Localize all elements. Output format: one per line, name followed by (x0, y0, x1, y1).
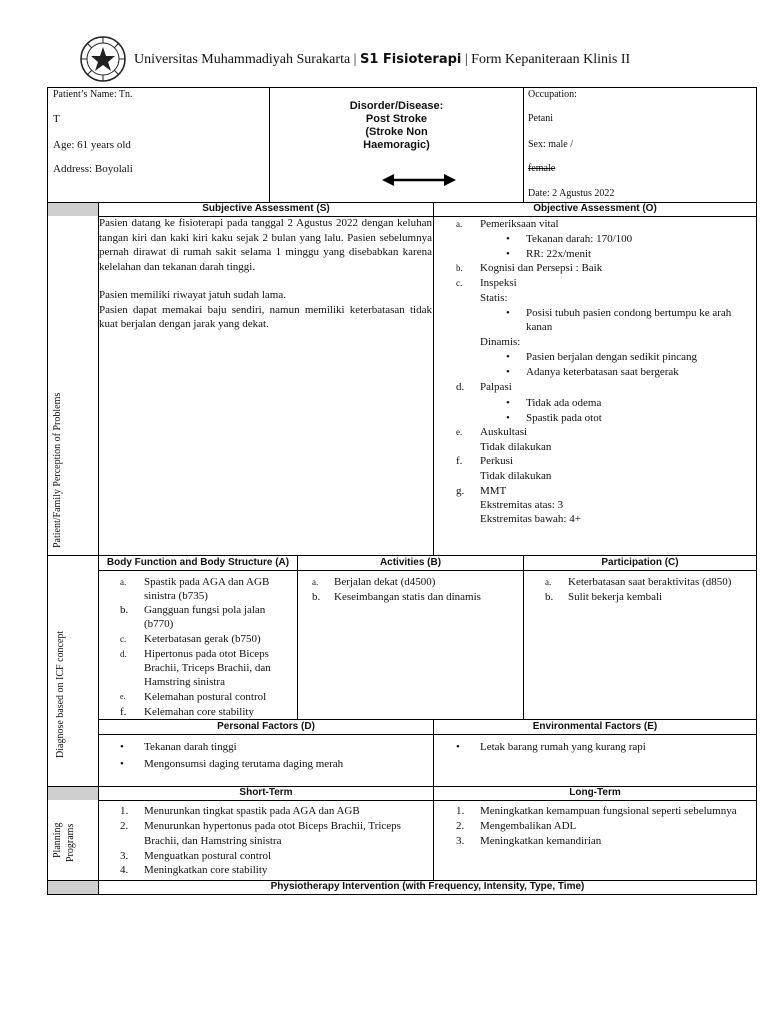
subjective-header: Subjective Assessment (S) (202, 203, 330, 214)
list-item: sinistra (b735) (144, 590, 208, 602)
list-item: Dinamis: (480, 336, 521, 348)
side-label-planning: Planning (52, 822, 63, 858)
list-item: Tekanan darah tinggi (144, 741, 237, 753)
list-item: Kognisi dan Persepsi : Baik (480, 262, 603, 274)
list-marker: f. (120, 706, 127, 718)
list-item: Letak barang rumah yang kurang rapi (480, 741, 646, 753)
personal-factors-header: Personal Factors (D) (217, 721, 315, 732)
bullet-marker: • (120, 741, 124, 753)
list-item: Palpasi (480, 381, 512, 393)
sex-field: Sex: male / (528, 139, 573, 150)
side-label-icf: Diagnose based on ICF concept (55, 630, 66, 758)
disorder-line1: Post Stroke (365, 113, 428, 125)
subjective-text (99, 216, 432, 332)
list-item: Pemeriksaan vital (480, 218, 559, 230)
list-item: Menurunkan hypertonus pada otot Biceps Brachii, Triceps (144, 820, 401, 832)
side-label-programs: Programs (65, 823, 76, 862)
list-marker: a. (545, 577, 552, 587)
list-item: Spastik pada otot (526, 412, 602, 424)
list-marker: b. (456, 263, 463, 273)
side-label-perception: Patient/Family Perception of Problems (52, 392, 63, 548)
list-marker: c. (120, 634, 127, 644)
header-title (134, 52, 630, 68)
list-item: Meningkatkan core stability (144, 864, 268, 876)
list-item: Brachii, dan Hamstring sinistra (144, 835, 282, 847)
list-item: Spastik pada AGA dan AGB (144, 576, 270, 588)
list-item: Pasien berjalan dengan sedikit pincang (526, 351, 698, 363)
list-marker: 1. (120, 805, 129, 817)
list-item: kanan (526, 321, 553, 333)
bullet-marker: • (506, 366, 510, 378)
body-function-header: Body Function and Body Structure (A) (106, 557, 290, 568)
list-marker: b. (545, 591, 554, 603)
activities-header: Activities (B) (379, 557, 442, 568)
list-marker: c. (456, 278, 463, 288)
short-term-header: Short-Term (239, 787, 293, 798)
list-item: Sulit bekerja kembali (568, 591, 663, 603)
list-item: Berjalan dekat (d4500) (334, 576, 436, 588)
list-marker: a. (120, 577, 127, 587)
list-item: Ekstremitas bawah: 4+ (480, 513, 581, 525)
list-item: Perkusi (480, 455, 513, 467)
university-name: Universitas Muhammadiyah Surakarta (134, 52, 351, 67)
list-item: Tidak dilakukan (480, 470, 552, 482)
list-item: Mengembalikan ADL (480, 820, 577, 832)
list-marker: e. (456, 427, 463, 437)
list-item: Gangguan fungsi pola jalan (144, 604, 266, 616)
list-item: MMT (480, 485, 507, 497)
list-item: Menurunkan tingkat spastik pada AGA dan AGB (144, 805, 360, 817)
list-marker: g. (456, 485, 465, 497)
participation-header: Participation (C) (601, 557, 679, 568)
bullet-marker: • (506, 248, 510, 260)
list-item: Adanya keterbatasan saat bergerak (526, 366, 679, 378)
date-field: Date: 2 Agustus 2022 (528, 188, 615, 199)
patient-name-label: Patient’s Name: Tn. (53, 89, 133, 100)
list-item: Tekanan darah: 170/100 (526, 233, 633, 245)
bullet-marker: • (506, 397, 510, 409)
bullet-marker: • (456, 741, 460, 753)
disorder-line3: Haemoragic) (363, 139, 430, 151)
list-item: Hamstring sinistra (144, 676, 225, 688)
subjective-paragraph-2: Pasien memiliki riwayat jatuh sudah lama. (99, 289, 286, 301)
list-item: Keterbatasan gerak (b750) (144, 633, 261, 645)
list-item: Statis: (480, 292, 508, 304)
form-name: Form Kepaniteraan Klinis II (471, 52, 631, 67)
patient-name-value: T (53, 113, 60, 125)
list-item: Posisi tubuh pasien condong bertumpu ke arah (526, 307, 732, 319)
occupation-value: Petani (528, 113, 553, 124)
list-marker: b. (312, 591, 321, 603)
list-item: RR: 22x/menit (526, 248, 592, 260)
intervention-header: Physiotherapy Intervention (with Frequency, Intensity, Type, Time) (270, 881, 585, 892)
subjective-paragraph-3: Pasien dapat memakai baju sendiri, namun memiliki keterbatasan tidak kuat berjalan dengan jarak yang dekat. (99, 303, 432, 330)
list-item: Keterbatasan saat beraktivitas (d850) (568, 576, 732, 588)
list-item: Kelemahan postural control (144, 691, 267, 703)
list-marker: 2. (456, 820, 465, 832)
bullet-marker: • (506, 351, 510, 363)
environmental-factors-header: Environmental Factors (E) (532, 721, 658, 732)
list-item: Tidak ada odema (526, 397, 602, 409)
list-item: Mengonsumsi daging terutama daging merah (144, 758, 344, 770)
list-item: Kelemahan core stability (144, 706, 254, 718)
patient-address: Address: Boyolali (53, 163, 133, 175)
grey-cell (47, 202, 98, 216)
list-marker: d. (456, 381, 465, 393)
bullet-marker: • (506, 307, 510, 319)
separator: | (353, 52, 357, 67)
program-name: S1 Fisioterapi (359, 52, 462, 67)
list-item: Keseimbangan statis dan dinamis (334, 591, 481, 603)
list-marker: 3. (120, 850, 129, 862)
list-marker: a. (456, 219, 463, 229)
grey-cell (47, 880, 98, 894)
university-logo (80, 36, 126, 82)
list-marker: 3. (456, 835, 465, 847)
long-term-header: Long-Term (569, 787, 621, 798)
list-item: Brachii, Triceps Brachii, dan (144, 662, 271, 674)
list-marker: 1. (456, 805, 465, 817)
disorder-label: Disorder/Disease: (349, 100, 444, 112)
list-item: Menguatkan postural control (144, 850, 272, 862)
bullet-marker: • (120, 758, 124, 770)
list-item: Inspeksi (480, 277, 517, 289)
list-item: Auskultasi (480, 426, 528, 438)
list-marker: d. (120, 649, 127, 659)
list-item: (b770) (144, 618, 174, 630)
list-marker: a. (312, 577, 319, 587)
objective-header: Objective Assessment (O) (533, 203, 657, 214)
double-arrow-icon (382, 172, 456, 188)
grey-cell (47, 786, 98, 800)
sex-female-struck: female (528, 163, 556, 174)
bullet-marker: • (506, 233, 510, 245)
list-item: Meningkatkan kemampuan fungsional seperti sebelumnya (480, 805, 737, 817)
separator: | (464, 52, 468, 67)
list-item: Tidak dilakukan (480, 441, 552, 453)
disorder-line2: (Stroke Non (365, 126, 428, 138)
list-marker: e. (120, 692, 126, 701)
list-marker: f. (456, 455, 463, 467)
occupation-label: Occupation: (528, 89, 577, 100)
subjective-paragraph-1: Pasien datang ke fisioterapi pada tanggal 2 Agustus 2022 dengan keluhan tangan kiri dan kaki kiri kaku sejak 2 bulan yang lalu. Pasien sebelumnya pernah dirawat di rumah sakit selama 1 minggu yang disebabkan karena kelelahan dan tekanan darah tinggi. (99, 217, 432, 273)
patient-age: Age: 61 years old (53, 139, 131, 151)
list-item: Hipertonus pada otot Biceps (144, 648, 269, 660)
list-marker: 2. (120, 820, 129, 832)
list-item: Meningkatkan kemandirian (480, 835, 602, 847)
list-marker: 4. (120, 864, 129, 876)
bullet-marker: • (506, 412, 510, 424)
list-marker: b. (120, 604, 129, 616)
list-item: Ekstremitas atas: 3 (480, 499, 564, 511)
